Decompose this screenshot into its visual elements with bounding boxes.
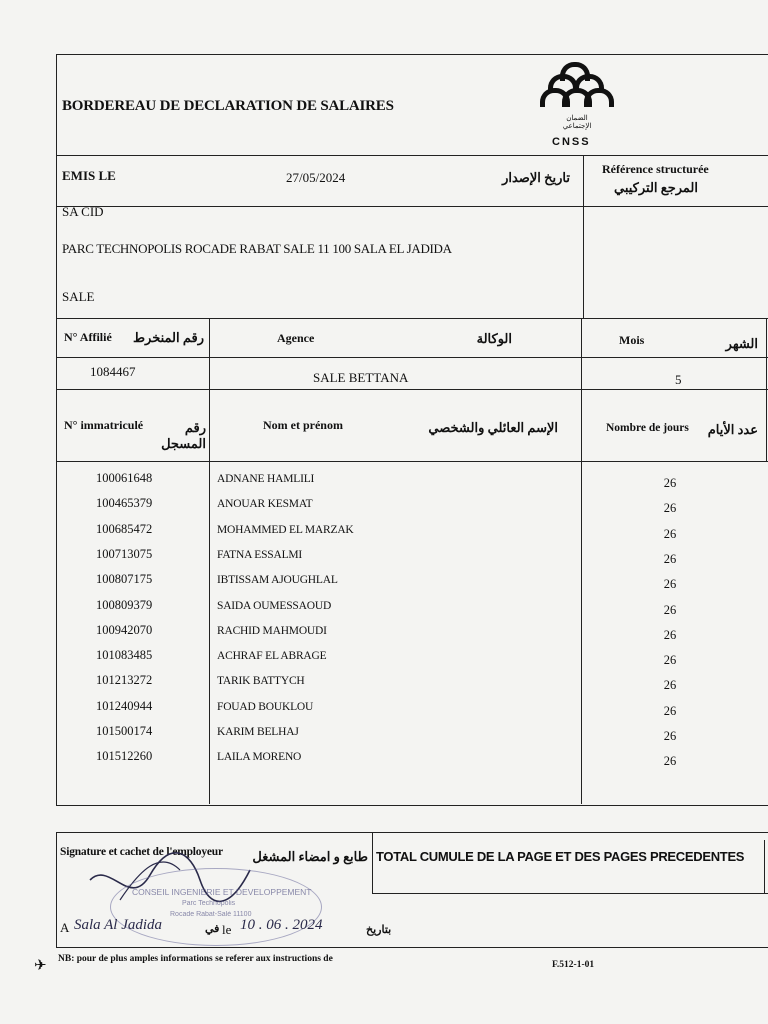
employer-address: PARC TECHNOPOLIS ROCADE RABAT SALE 11 100 SALA EL JADIDA [62, 241, 452, 256]
agence-label: Agence [277, 331, 315, 345]
mois-value: 5 [675, 372, 682, 387]
row-name: ACHRAF EL ABRAGE [217, 650, 327, 663]
divider [56, 155, 768, 156]
row-days: 26 [663, 703, 677, 718]
col-name-label-ar: الإسم العائلي والشخصي [428, 420, 558, 435]
divider [372, 893, 768, 894]
emis-le-label: EMIS LE [62, 168, 116, 183]
signature-label: Signature et cachet de l'employeur [60, 846, 223, 858]
row-name: TARIK BATTYCH [217, 675, 305, 688]
row-matricule: 100685472 [96, 521, 153, 536]
row-name: FATNA ESSALMI [217, 548, 303, 561]
mois-label-ar: الشهر [725, 336, 758, 351]
affilie-label: N° Affilié [64, 330, 112, 344]
col-matricule-label: N° immatriculé [64, 418, 144, 432]
divider [56, 206, 583, 207]
row-matricule: 100809379 [96, 597, 153, 612]
stamp-line2: Rocade Rabat-Salé 11100 [170, 911, 252, 918]
in-label-ar: في [205, 923, 220, 935]
row-matricule: 101083485 [96, 648, 153, 663]
row-days: 26 [663, 476, 677, 490]
place-prefix: A [60, 920, 70, 935]
row-name: RACHID MAHMOUDI [217, 624, 327, 637]
divider [56, 357, 768, 358]
row-days: 26 [663, 754, 677, 769]
row-name: MOHAMMED EL MARZAK [217, 523, 354, 536]
agence-value: SALE BETTANA [313, 370, 409, 385]
place-handwritten: Sala Al Jadida [74, 917, 163, 933]
row-name: SAIDA OUMESSAOUD [217, 599, 332, 612]
divider [56, 461, 768, 462]
row-days: 26 [663, 653, 677, 668]
divider [583, 155, 584, 318]
row-name: KARIM BELHAJ [217, 726, 299, 738]
ref-structuree-label-ar: المرجع التركيبي [613, 180, 698, 195]
row-days: 26 [663, 551, 677, 566]
row-matricule: 101213272 [96, 673, 153, 688]
divider [56, 389, 768, 390]
date-prefix: le [222, 922, 232, 937]
emission-date-label-ar: تاريخ الإصدار [502, 170, 570, 185]
emission-date: 27/05/2024 [286, 170, 346, 185]
divider [766, 318, 767, 461]
row-matricule: 101500174 [96, 724, 153, 738]
row-matricule: 101240944 [96, 698, 153, 713]
ref-structuree-label: Référence structurée [602, 162, 709, 176]
row-days: 26 [663, 627, 677, 642]
footnote: NB: pour de plus amples informations se referer aux instructions de [58, 954, 333, 964]
row-days: 26 [663, 602, 677, 617]
divider [764, 840, 765, 893]
employer-city: SALE [62, 289, 95, 304]
row-matricule: 100942070 [96, 622, 153, 637]
signature-label-ar: طابع و امضاء المشغل [252, 849, 368, 864]
col-days-label: Nombre de jours [606, 422, 689, 434]
logo-arabic: الضمان الإجتماعي [562, 114, 592, 130]
divider [209, 318, 210, 804]
form-code: F.512-1-01 [552, 960, 595, 970]
row-days: 26 [663, 678, 677, 693]
date-handwritten: 10 . 06 . 2024 [240, 917, 323, 933]
affilie-value: 1084467 [90, 364, 136, 379]
cnss-mark-icon: ✈ [34, 958, 47, 974]
row-name: ADNANE HAMLILI [217, 473, 315, 485]
total-cumule-label: TOTAL CUMULE DE LA PAGE ET DES PAGES PRECEDENTES [376, 849, 745, 864]
logo-name: CNSS [552, 136, 591, 148]
stamp-line1: Parc Technopolis [182, 900, 236, 907]
agence-label-ar: الوكالة [476, 331, 512, 346]
col-matricule-label-ar: رقم المسجل [161, 420, 206, 451]
logo-arc-icon [584, 88, 614, 107]
row-name: ANOUAR KESMAT [217, 498, 313, 511]
row-days: 26 [663, 729, 677, 743]
mois-label: Mois [619, 333, 645, 347]
row-matricule: 100465379 [96, 496, 153, 511]
col-name-label: Nom et prénom [263, 418, 343, 432]
divider [56, 318, 768, 319]
stamp-company: CONSEIL INGENIERIE ET DEVELOPPEMENT [132, 887, 312, 897]
col-days-label-ar: عدد الأيام [707, 422, 758, 437]
row-days: 26 [663, 577, 677, 592]
row-days: 26 [663, 526, 677, 541]
date-label-ar: بتاريخ [366, 924, 392, 936]
row-matricule: 100061648 [96, 471, 153, 485]
cnss-logo [538, 60, 618, 152]
divider [583, 206, 768, 207]
row-name: FOUAD BOUKLOU [217, 700, 314, 713]
affilie-label-ar: رقم المنخرط [133, 330, 204, 345]
divider [372, 832, 373, 894]
row-name: IBTISSAM AJOUGHLAL [217, 574, 338, 587]
form-title: BORDEREAU DE DECLARATION DE SALAIRES [62, 98, 394, 114]
row-days: 26 [663, 501, 677, 516]
row-matricule: 101512260 [96, 749, 153, 764]
row-name: LAILA MORENO [217, 751, 302, 764]
row-matricule: 100713075 [96, 546, 153, 561]
employer-name: SA CID [62, 204, 104, 219]
divider [581, 318, 582, 804]
row-matricule: 100807175 [96, 572, 153, 587]
